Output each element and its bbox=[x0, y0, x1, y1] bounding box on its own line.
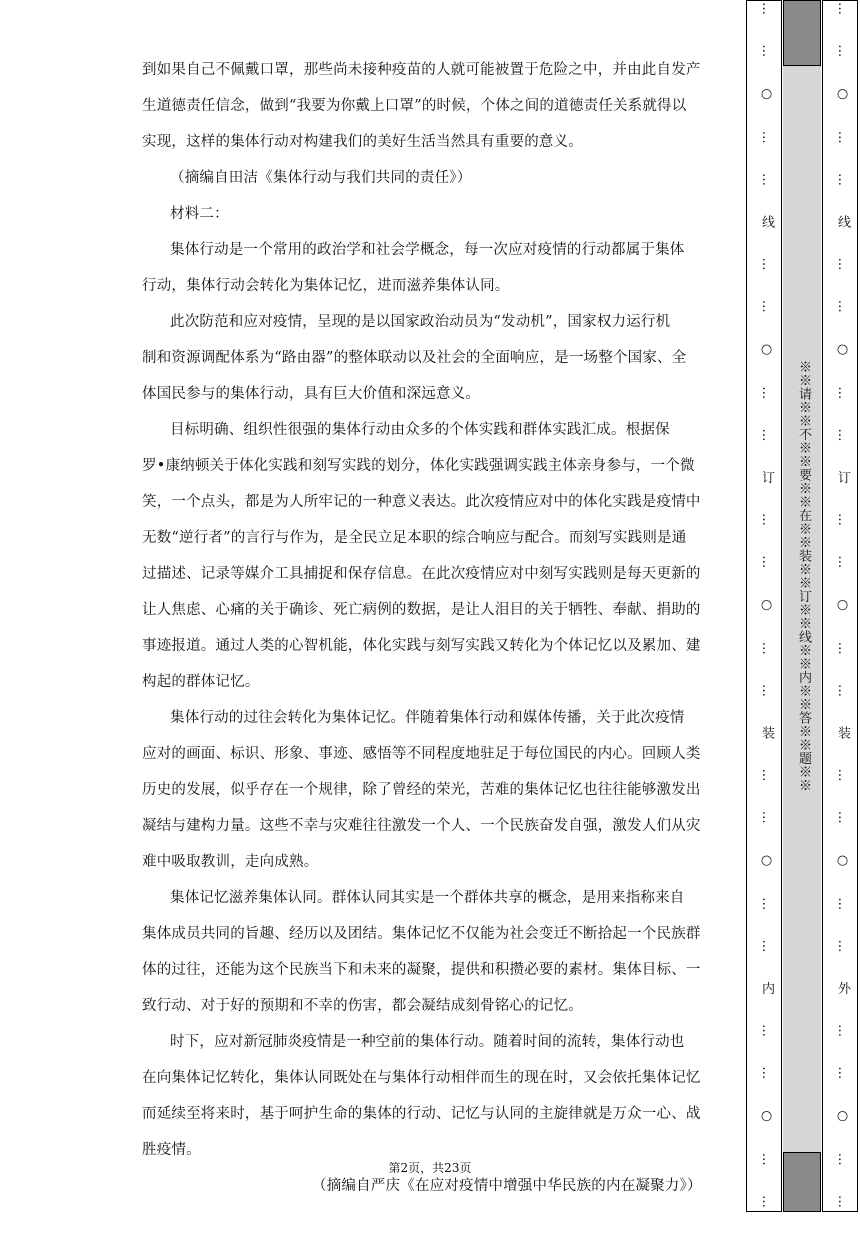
text-line: 目标明确、组织性很强的集体行动由众多的个体实践和群体实践汇成。根据保 bbox=[170, 422, 670, 438]
source-citation: （摘编自田洁《集体行动与我们共同的责任》） bbox=[170, 170, 472, 186]
text-line: 行动，集体行动会转化为集体记忆，进而滋养集体认同。 bbox=[142, 278, 510, 294]
text-line: 集体成员共同的旨趣、经历以及团结。集体记忆不仅能为社会变迁不断拾起一个民族群 bbox=[142, 926, 701, 942]
text-line: 集体行动是一个常用的政治学和社会学概念，每一次应对疫情的行动都属于集体 bbox=[170, 242, 685, 258]
text-line: 历史的发展，似乎存在一个规律，除了曾经的荣光，苦难的集体记忆也往往能够激发出 bbox=[142, 782, 701, 798]
text-line: 集体行动的过往会转化为集体记忆。伴随着集体行动和媒体传播，关于此次疫情 bbox=[170, 710, 685, 726]
binding-cap-bottom bbox=[783, 1152, 821, 1212]
text-line: 应对的画面、标识、形象、事迹、感悟等不同程度地驻足于每位国民的内心。回顾人类 bbox=[142, 746, 701, 762]
text-line: 此次防范和应对疫情，呈现的是以国家政治动员为“发动机”，国家权力运行机 bbox=[170, 314, 671, 330]
text-line: 制和资源调配体系为“路由器”的整体联动以及社会的全面响应，是一场整个国家、全 bbox=[142, 350, 687, 366]
text-line: 笑，一个点头，都是为人所牢记的一种意义表达。此次疫情应对中的体化实践是疫情中 bbox=[142, 494, 701, 510]
binding-line-inner: ……○……线……○……订……○……装……○……内……○…… bbox=[759, 2, 774, 1237]
text-line: 构起的群体记忆。 bbox=[142, 674, 260, 690]
text-line: 集体记忆滋养集体认同。群体认同其实是一个群体共享的概念，是用来指称来自 bbox=[170, 890, 685, 906]
section-heading: 材料二： bbox=[170, 206, 229, 222]
text-line: 过描述、记录等媒介工具捕捉和保存信息。在此次疫情应对中刻写实践则是每天更新的 bbox=[142, 566, 701, 582]
page-number: 第2页，共23页 bbox=[388, 1161, 472, 1175]
text-line: 凝结与建构力量。这些不幸与灾难往往激发一个人、一个民族奋发自强，激发人们从灾 bbox=[142, 818, 701, 834]
binding-line-outer: ……○……线……○……订……○……装……○……外……○…… bbox=[835, 2, 850, 1237]
text-line: 罗•康纳顿关于体化实践和刻写实践的划分，体化实践强调实践主体亲身参与，一个微 bbox=[142, 458, 695, 474]
source-citation: （摘编自严庆《在应对疫情中增强中华民族的内在凝聚力》） bbox=[312, 1178, 702, 1194]
text-line: 让人焦虑、心痛的关于确诊、死亡病例的数据，是让人泪目的关于牺牲、奉献、捐助的 bbox=[142, 602, 701, 618]
text-line: 而延续至将来时，基于呵护生命的集体的行动、记忆与认同的主旋律就是万众一心、战 bbox=[142, 1106, 701, 1122]
binding-warning: ※※请※※不※※要※※在※※装※※订※※线※※内※※答※※题※※ bbox=[796, 360, 811, 792]
text-line: 在向集体记忆转化，集体认同既处在与集体行动相伴而生的现在时，又会依托集体记忆 bbox=[142, 1070, 701, 1086]
text-line: 胜疫情。 bbox=[142, 1142, 201, 1158]
text-line: 体的过往，还能为这个民族当下和未来的凝聚，提供和积攒必要的素材。集体目标、一 bbox=[142, 962, 701, 978]
text-line: 到如果自己不佩戴口罩，那些尚未接种疫苗的人就可能被置于危险之中，并由此自发产 bbox=[142, 62, 701, 78]
text-line: 时下，应对新冠肺炎疫情是一种空前的集体行动。随着时间的流转，集体行动也 bbox=[170, 1034, 685, 1050]
text-line: 无数“逆行者”的言行与作为，是全民立足本职的综合响应与配合。而刻写实践则是通 bbox=[142, 530, 687, 546]
text-line: 体国民参与的集体行动，具有巨大价值和深远意义。 bbox=[142, 386, 481, 402]
text-line: 难中吸取教训，走向成熟。 bbox=[142, 854, 319, 870]
text-line: 事迹报道。通过人类的心智机能，体化实践与刻写实践又转化为个体记忆以及累加、建 bbox=[142, 638, 701, 654]
text-line: 生道德责任信念，做到“我要为你戴上口罩”的时候，个体之间的道德责任关系就得以 bbox=[142, 98, 687, 114]
text-line: 实现，这样的集体行动对构建我们的美好生活当然具有重要的意义。 bbox=[142, 134, 583, 150]
text-line: 致行动、对于好的预期和不幸的伤害，都会凝结成刻骨铭心的记忆。 bbox=[142, 998, 583, 1014]
binding-cap-top bbox=[783, 0, 821, 66]
